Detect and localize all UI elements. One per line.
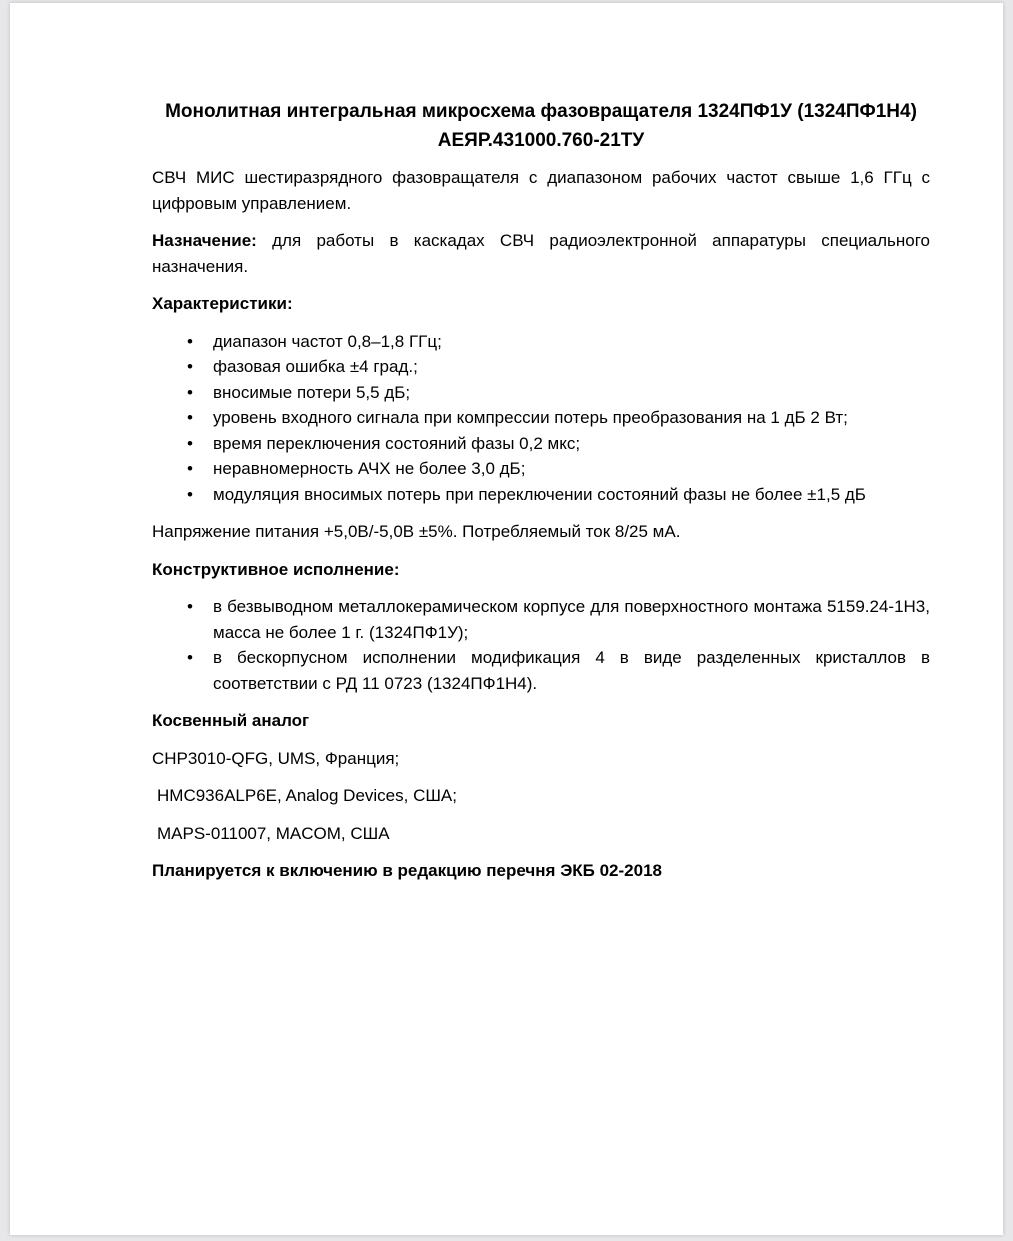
analog-item: HMC936ALP6E, Analog Devices, США;: [157, 786, 457, 805]
construction-heading: Конструктивное исполнение:: [152, 559, 400, 579]
footer-note: Планируется к включению в редакцию перечня ЭКБ 02-2018: [152, 861, 662, 880]
characteristics-list: [185, 329, 930, 508]
list-item: • неравномерность АЧХ не более 3,0 дБ;: [185, 456, 930, 482]
purpose-text: для работы в каскадах СВЧ радиоэлектронной аппаратуры специального назначения.: [152, 231, 930, 276]
intro-paragraph: СВЧ МИС шестиразрядного фазовращателя с диапазоном рабочих частот свыше 1,6 ГГц с цифровым управлением.: [152, 168, 930, 213]
list-item: • модуляция вносимых потерь при переключении состояний фазы не более ±1,5 дБ: [185, 482, 930, 508]
list-item: • уровень входного сигнала при компрессии потерь преобразования на 1 дБ 2 Вт;: [185, 405, 930, 431]
list-item: • вносимые потери 5,5 дБ;: [185, 380, 930, 406]
power-paragraph: Напряжение питания +5,0В/-5,0В ±5%. Потребляемый ток 8/25 мА.: [152, 522, 681, 541]
analog-item: CHP3010-QFG, UMS, Франция;: [152, 748, 400, 768]
document-page: [10, 3, 1003, 1235]
characteristics-heading: Характеристики:: [152, 294, 293, 313]
analog-item: MAPS-011007, MACOM, США: [157, 823, 390, 843]
list-item: • фазовая ошибка ±4 град.;: [185, 354, 930, 380]
purpose-paragraph: [152, 228, 930, 279]
title-line-2: АЕЯР.431000.760-21ТУ: [437, 130, 645, 151]
list-item: • диапазон частот 0,8–1,8 ГГц;: [185, 329, 930, 355]
list-item: • в бескорпусном исполнении модификация 4 в виде разделенных кристаллов в соответствии с РД 11 0723 (1324ПФ1Н4).: [185, 645, 930, 696]
document-title: [152, 97, 930, 155]
list-item: • время переключения состояний фазы 0,2 мкс;: [185, 431, 930, 457]
analog-heading: Косвенный аналог: [152, 711, 310, 730]
purpose-label: Назначение:: [152, 231, 257, 250]
construction-list: [185, 594, 930, 696]
list-item: • в безвыводном металлокерамическом корпусе для поверхностного монтажа 5159.24-1Н3, масса не более 1 г. (1324ПФ1У);: [185, 594, 930, 645]
title-line-1: Монолитная интегральная микросхема фазовращателя 1324ПФ1У (1324ПФ1Н4): [165, 101, 917, 122]
